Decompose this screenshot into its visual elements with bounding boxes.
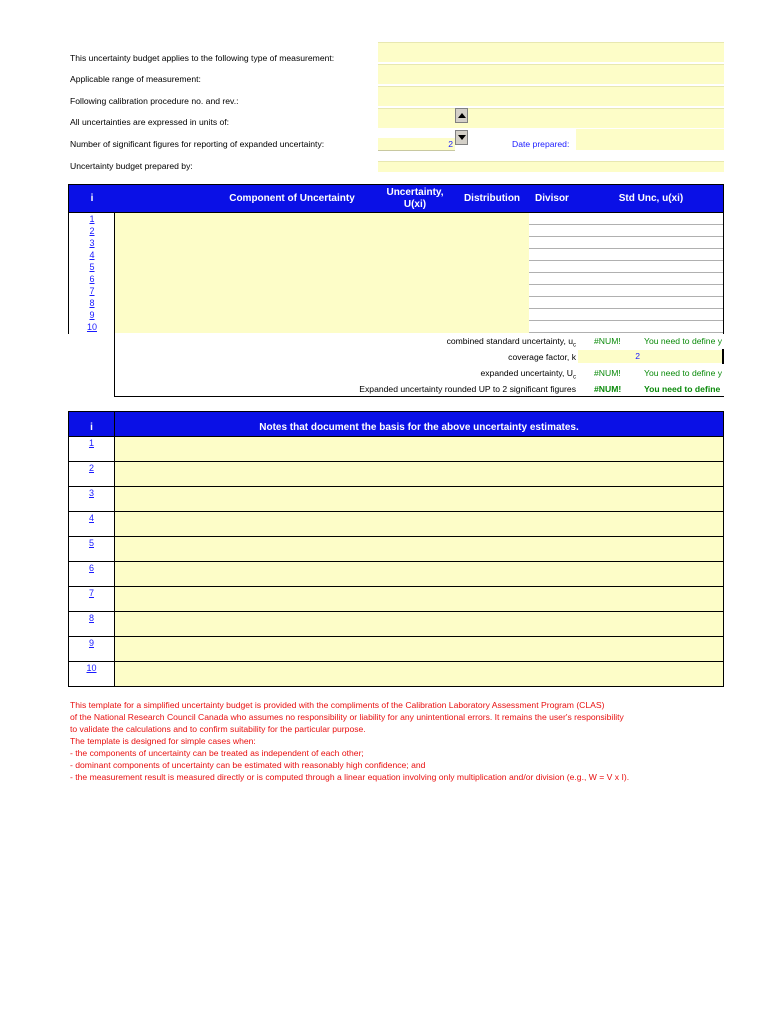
note-input[interactable] bbox=[115, 637, 723, 661]
rounded-message: You need to define bbox=[644, 384, 721, 394]
row-index-link[interactable]: 5 bbox=[89, 262, 95, 272]
disclaimer bbox=[70, 699, 740, 783]
row-index-link[interactable]: 10 bbox=[86, 322, 97, 332]
disclaimer-line: of the National Research Council Canada who assumes no responsibility or liability for any unintentional errors. It remains the user's responsibility bbox=[70, 712, 624, 722]
rounded-label: Expanded uncertainty rounded UP to 2 significant figures bbox=[359, 384, 576, 394]
table-row bbox=[69, 309, 723, 321]
note-input[interactable] bbox=[115, 437, 723, 461]
procedure-label: Following calibration procedure no. and rev.: bbox=[70, 96, 239, 106]
component-input[interactable] bbox=[115, 237, 529, 249]
row-index-link[interactable]: 1 bbox=[89, 214, 95, 224]
list-item bbox=[69, 611, 723, 636]
note-index-link[interactable]: 4 bbox=[88, 513, 94, 523]
table-row bbox=[69, 321, 723, 333]
coverage-label: coverage factor, k bbox=[508, 352, 576, 362]
note-index-link[interactable]: 10 bbox=[86, 663, 97, 673]
note-input[interactable] bbox=[115, 562, 723, 586]
col-divisor-header: Divisor bbox=[535, 192, 569, 204]
calc-cells bbox=[529, 249, 723, 261]
note-index-link[interactable]: 1 bbox=[88, 438, 94, 448]
component-input[interactable] bbox=[115, 309, 529, 321]
table-row bbox=[69, 297, 723, 309]
note-input[interactable] bbox=[115, 512, 723, 536]
calc-cells bbox=[529, 213, 723, 225]
units-field[interactable] bbox=[378, 108, 724, 128]
list-item bbox=[69, 486, 723, 511]
note-index-link[interactable]: 8 bbox=[88, 613, 94, 623]
calc-cells bbox=[529, 309, 723, 321]
list-item bbox=[69, 511, 723, 536]
budget-table-header bbox=[68, 184, 724, 213]
list-item bbox=[69, 461, 723, 486]
disclaimer-line: - dominant components of uncertainty can be estimated with reasonably high confidence; and bbox=[70, 760, 426, 770]
list-item bbox=[69, 536, 723, 561]
coverage-divider bbox=[722, 349, 724, 364]
expanded-label: expanded uncertainty, $U_c$ bbox=[480, 368, 576, 381]
table-row bbox=[69, 237, 723, 249]
row-index-link[interactable]: 2 bbox=[89, 226, 95, 236]
note-input[interactable] bbox=[115, 537, 723, 561]
calc-cells bbox=[529, 285, 723, 297]
units-label: All uncertainties are expressed in units of: bbox=[70, 117, 230, 127]
expanded-value: #NUM! bbox=[594, 368, 621, 378]
note-index-link[interactable]: 2 bbox=[88, 463, 94, 473]
combined-label: combined standard uncertainty, $u_c$ bbox=[446, 336, 576, 349]
component-input[interactable] bbox=[115, 321, 529, 333]
measurement-type-field[interactable] bbox=[378, 42, 724, 62]
list-item bbox=[69, 561, 723, 586]
calc-cells bbox=[529, 237, 723, 249]
disclaimer-line: - the measurement result is measured directly or is computed through a linear equation involving only multiplication and/or division (e.g., W = V x I). bbox=[70, 772, 630, 782]
disclaimer-line: - the components of uncertainty can be treated as independent of each other; bbox=[70, 748, 364, 758]
notes-table bbox=[68, 411, 724, 687]
component-input[interactable] bbox=[115, 261, 529, 273]
combined-value: #NUM! bbox=[594, 336, 621, 346]
list-item bbox=[69, 586, 723, 611]
calc-cells bbox=[529, 273, 723, 285]
range-field[interactable] bbox=[378, 64, 724, 84]
note-input[interactable] bbox=[115, 462, 723, 486]
note-index-link[interactable]: 5 bbox=[88, 538, 94, 548]
note-index-link[interactable]: 9 bbox=[88, 638, 94, 648]
table-row bbox=[69, 285, 723, 297]
row-index-link[interactable]: 7 bbox=[89, 286, 95, 296]
disclaimer-line: This template for a simplified uncertainty budget is provided with the compliments of the Calibration Laboratory Assessment Program (CLAS) bbox=[70, 700, 605, 710]
list-item bbox=[69, 436, 723, 461]
arrow-up-icon bbox=[458, 113, 466, 118]
combined-message: You need to define y bbox=[644, 336, 723, 346]
note-input[interactable] bbox=[115, 587, 723, 611]
expanded-message: You need to define y bbox=[644, 368, 723, 378]
notes-table-header bbox=[69, 412, 723, 436]
table-row bbox=[69, 273, 723, 285]
sigfig-label: Number of significant figures for reporting of expanded uncertainty: bbox=[70, 139, 325, 149]
date-field[interactable] bbox=[576, 129, 724, 150]
uncertainty-header-line2: U(xi) bbox=[403, 198, 427, 210]
budget-table-body bbox=[68, 213, 724, 334]
col-uncertainty-header bbox=[375, 185, 455, 212]
component-input[interactable] bbox=[115, 225, 529, 237]
procedure-field[interactable] bbox=[378, 86, 724, 106]
spin-down-button[interactable] bbox=[455, 130, 468, 145]
rounded-value: #NUM! bbox=[594, 384, 622, 394]
component-input[interactable] bbox=[115, 249, 529, 261]
note-input[interactable] bbox=[115, 662, 723, 686]
row-index-link[interactable]: 4 bbox=[89, 250, 95, 260]
range-label: Applicable range of measurement: bbox=[70, 74, 201, 84]
row-index-link[interactable]: 8 bbox=[89, 298, 95, 308]
uncertainty-header-line1: Uncertainty, bbox=[386, 186, 444, 198]
col-component-header: Component of Uncertainty bbox=[229, 192, 355, 204]
list-item bbox=[69, 661, 723, 686]
table-row bbox=[69, 249, 723, 261]
notes-index-header: i bbox=[90, 422, 93, 433]
prepared-by-label: Uncertainty budget prepared by: bbox=[70, 161, 193, 171]
col-distribution-header: Distribution bbox=[463, 192, 521, 204]
note-index-link[interactable]: 7 bbox=[88, 588, 94, 598]
row-index-link[interactable]: 3 bbox=[89, 238, 95, 248]
row-index-link[interactable]: 9 bbox=[89, 310, 95, 320]
col-index-header: i bbox=[90, 192, 94, 204]
component-input[interactable] bbox=[115, 297, 529, 309]
calc-cells bbox=[529, 297, 723, 309]
measurement-type-label: This uncertainty budget applies to the following type of measurement: bbox=[70, 53, 335, 63]
sigfig-input[interactable]: 2 bbox=[378, 138, 455, 151]
note-input[interactable] bbox=[115, 612, 723, 636]
table-row bbox=[69, 213, 723, 225]
spin-up-button[interactable] bbox=[455, 108, 468, 123]
coverage-value[interactable]: 2 bbox=[635, 351, 640, 361]
note-index-link[interactable]: 6 bbox=[88, 563, 94, 573]
calc-cells bbox=[529, 321, 723, 333]
col-stdunc-header: Std Unc, u(xi) bbox=[618, 192, 684, 204]
list-item bbox=[69, 636, 723, 661]
table-row bbox=[69, 225, 723, 237]
calc-cells bbox=[529, 225, 723, 237]
note-input[interactable] bbox=[115, 487, 723, 511]
notes-header: Notes that document the basis for the above uncertainty estimates. bbox=[259, 422, 579, 433]
table-row bbox=[69, 261, 723, 273]
note-index-link[interactable]: 3 bbox=[88, 488, 94, 498]
prepared-by-field[interactable] bbox=[378, 161, 724, 172]
arrow-down-icon bbox=[458, 135, 466, 140]
component-input[interactable] bbox=[115, 213, 529, 225]
component-input[interactable] bbox=[115, 273, 529, 285]
disclaimer-line: The template is designed for simple cases when: bbox=[70, 736, 256, 746]
calc-cells bbox=[529, 261, 723, 273]
date-label: Date prepared: bbox=[512, 139, 570, 149]
component-input[interactable] bbox=[115, 285, 529, 297]
disclaimer-line: to validate the calculations and to confirm suitability for the particular purpose. bbox=[70, 724, 366, 734]
row-index-link[interactable]: 6 bbox=[89, 274, 95, 284]
